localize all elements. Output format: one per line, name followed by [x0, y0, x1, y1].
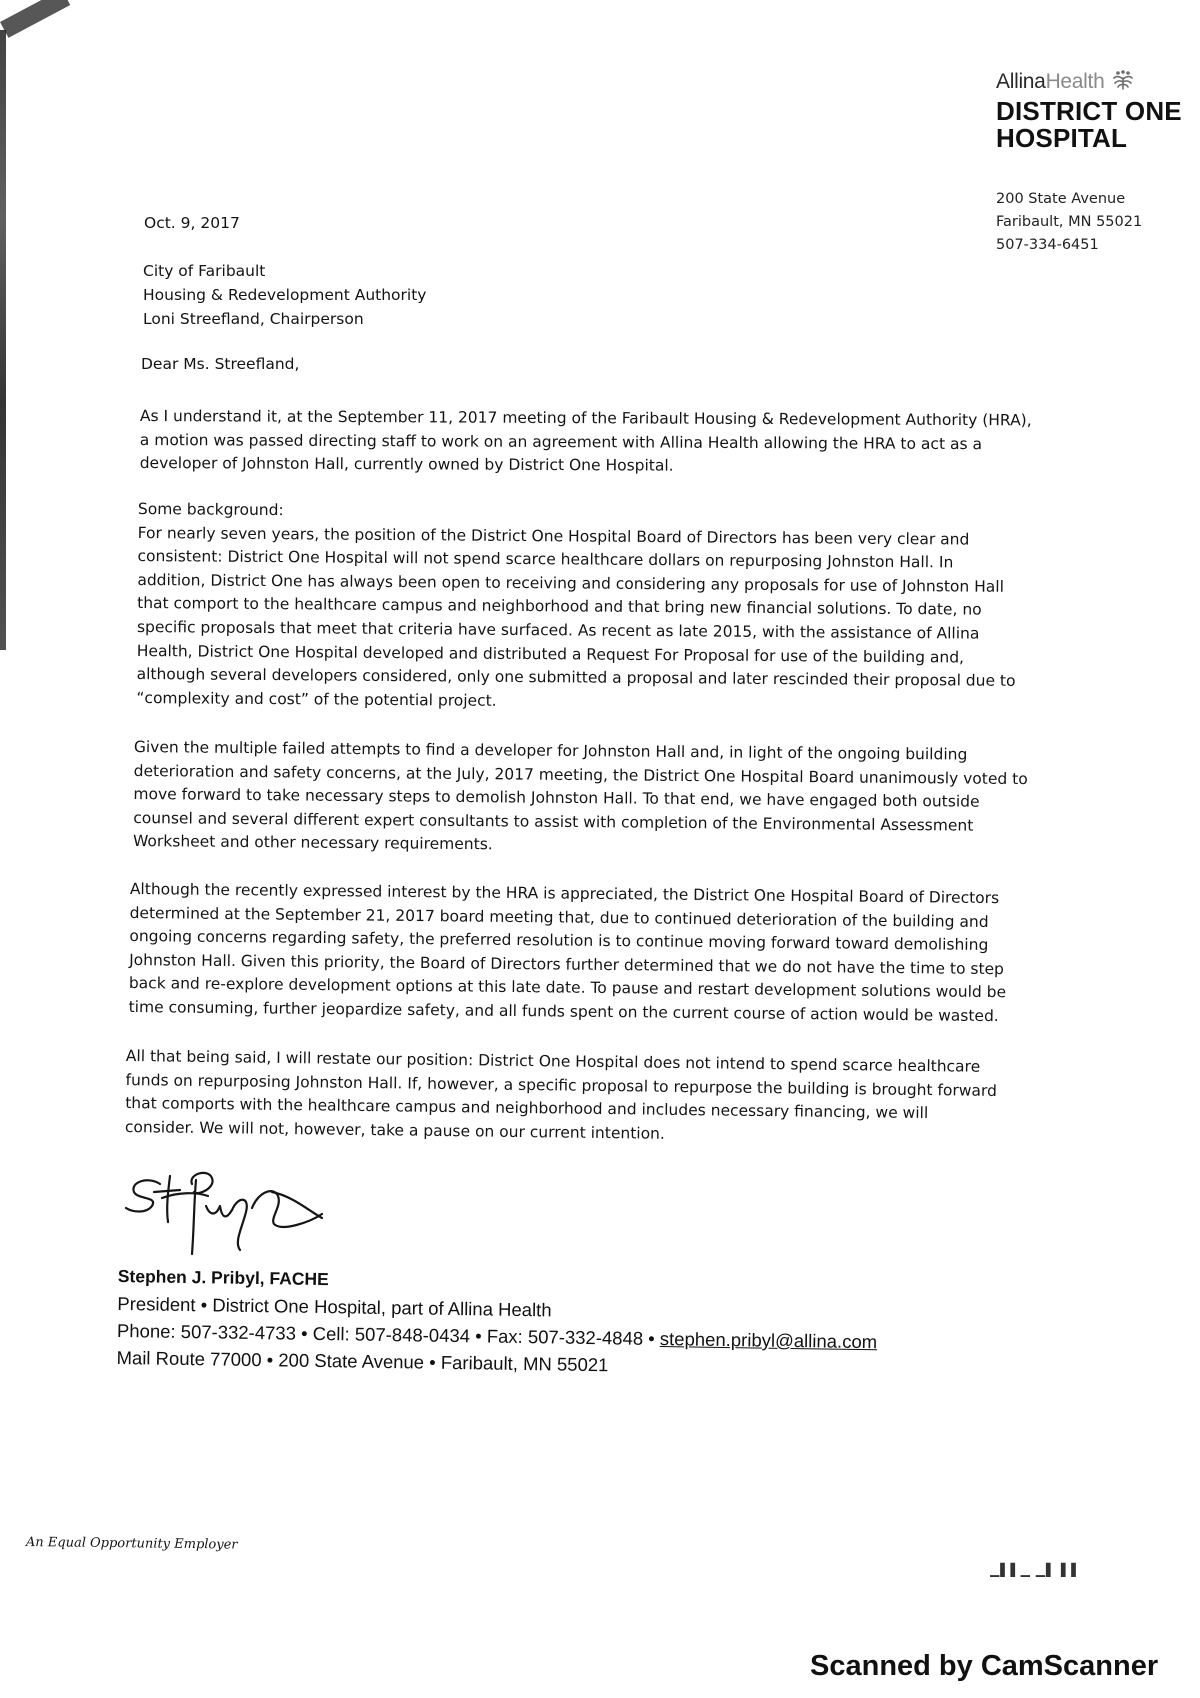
body-paragraph	[136, 498, 1017, 717]
camscanner-watermark: Scanned by CamScanner	[810, 1650, 1159, 1682]
recipient-line: Loni Streefland, Chairperson	[143, 310, 364, 328]
paragraph-line: Although the recently expressed interest by the HRA is appreciated, the District One Hospital Board of Directors	[129, 879, 1000, 908]
paragraph-line: a motion was passed directing staff to work on an agreement with Allina Health allowing the HRA to act as a	[139, 430, 983, 453]
signer-mail-address: Mail Route 77000 • 200 State Avenue • Faribault, MN 55021	[116, 1346, 609, 1376]
recipient-line: Housing & Redevelopment Authority	[143, 286, 427, 304]
paragraph-line: consistent: District One Hospital will not spend scarce healthcare dollars on repurposing Johnston Hall. In	[137, 547, 954, 572]
paragraph-line: Given the multiple failed attempts to find a developer for Johnston Hall and, in light of the ongoing building	[133, 737, 968, 764]
body-paragraph	[140, 405, 1032, 480]
brand-second: Health	[1045, 70, 1105, 93]
salutation: Dear Ms. Streefland,	[141, 355, 300, 373]
hospital-name-line2: HOSPITAL	[996, 123, 1128, 153]
address-phone: 507-334-6451	[996, 237, 1099, 253]
address-street: 200 State Avenue	[996, 191, 1126, 207]
paragraph-line: Some background:	[137, 499, 284, 520]
paragraph-line: consider. We will not, however, take a pause on our current intention.	[124, 1117, 665, 1143]
body-paragraph	[133, 736, 1028, 862]
paragraph-line: Worksheet and other necessary requirements.	[132, 832, 493, 854]
paragraph-line: ongoing concerns regarding safety, the preferred resolution is to continue moving forward toward demolishing	[129, 927, 989, 955]
paragraph-line: that comports with the healthcare campus and neighborhood and includes necessary financing, we will	[125, 1094, 929, 1123]
signer-title: President • District One Hospital, part of Allina Health	[117, 1292, 552, 1321]
hospital-name-line1: DISTRICT ONE	[996, 96, 1182, 126]
brand-first: Allina	[996, 70, 1046, 93]
signer-phone-numbers: Phone: 507-332-4733 • Cell: 507-848-0434 • Fax: 507-332-4848 •	[116, 1319, 661, 1350]
paragraph-line: addition, District One has always been open to receiving and considering any proposals for use of Johnston Hall	[137, 570, 1005, 596]
signer-name: Stephen J. Pribyl, FACHE	[117, 1265, 329, 1290]
address-city: Faribault, MN 55021	[996, 214, 1143, 230]
scan-edge-artifact	[0, 30, 6, 650]
body-paragraph	[129, 878, 1008, 1029]
letterhead	[996, 70, 1196, 152]
paragraph-line: developer of Johnston Hall, currently owned by District One Hospital.	[139, 454, 674, 475]
paragraph-line: deterioration and safety concerns, at the July, 2017 meeting, the District One Hospital Board unanimously voted to	[133, 761, 1028, 788]
paragraph-line: For nearly seven years, the position of the District One Hospital Board of Directors has been very clear and	[137, 523, 970, 549]
footer-scan-marks: ▁▌▌▁ ▁▌ ▌▌	[990, 1563, 1082, 1577]
paragraph-line: “complexity and cost” of the potential project.	[136, 688, 497, 710]
recipient-line: City of Faribault	[143, 262, 266, 280]
paragraph-line: As I understand it, at the September 11, 2017 meeting of the Faribault Housing & Redevelopment Authority (HRA),	[139, 406, 1032, 430]
equal-opportunity-statement: An Equal Opportunity Employer	[25, 1535, 238, 1553]
letterhead-address	[996, 188, 1142, 257]
allina-health-logo	[996, 70, 1196, 94]
signer-email-link[interactable]: stephen.pribyl@allina.com	[659, 1328, 878, 1353]
body-paragraph	[125, 1045, 998, 1150]
paragraph-line: Health, District One Hospital developed and distributed a Request For Proposal for use of the building and,	[136, 641, 965, 667]
paragraph-line: funds on repurposing Johnston Hall. If, however, a specific proposal to repurpose the building is brought forward	[125, 1070, 998, 1100]
paragraph-line: Johnston Hall. Given this priority, the Board of Directors further determined that we do not have the time to step	[129, 950, 1005, 978]
recipient-block	[143, 259, 426, 331]
paragraph-line: time consuming, further jeopardize safety, and all funds spent on the current course of action would be wasted.	[128, 997, 999, 1026]
paragraph-line: determined at the September 21, 2017 board meeting that, due to continued deterioration of the building and	[129, 903, 989, 931]
letter-date: Oct. 9, 2017	[144, 214, 240, 232]
handwritten-signature	[122, 1162, 352, 1262]
scan-corner-artifact	[0, 0, 70, 38]
signature-block	[116, 1263, 878, 1382]
paragraph-line: move forward to take necessary steps to demolish Johnston Hall. To that end, we have engaged both outside	[133, 785, 980, 811]
paragraph-line: counsel and several different expert consultants to assist with completion of the Environmental Assessment	[133, 808, 974, 835]
paragraph-line: specific proposals that meet that criteria have surfaced. As recent as late 2015, with the assistance of Allina	[136, 617, 980, 643]
paragraph-line: that comport to the healthcare campus and neighborhood and that bring new financial solutions. To date, no	[137, 594, 982, 620]
paragraph-line: All that being said, I will restate our position: District One Hospital does not intend to spend scarce healthcare	[125, 1046, 981, 1076]
paragraph-line: back and re-explore development options at this late date. To pause and restart development solutions would be	[128, 974, 1007, 1002]
allina-leaf-icon	[1112, 70, 1134, 90]
hospital-name	[996, 98, 1196, 152]
paragraph-line: although several developers considered, only one submitted a proposal and later rescinded their proposal due to	[136, 665, 1016, 691]
